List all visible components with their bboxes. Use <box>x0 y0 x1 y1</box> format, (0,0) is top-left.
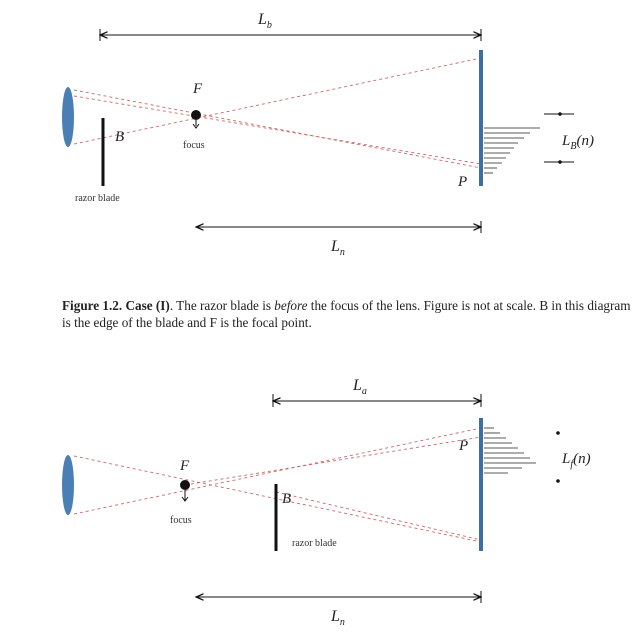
label-b: B <box>115 129 125 145</box>
focus-label: focus <box>183 140 205 151</box>
lens <box>62 87 74 147</box>
figure-2 <box>62 377 591 628</box>
caption-text-1: . The razor blade is <box>169 298 275 313</box>
caption-prefix: Figure 1.2. Case (I) <box>62 298 170 313</box>
label-f-2: F <box>180 458 190 474</box>
label-p-2: P <box>459 438 469 454</box>
label-f: F <box>193 81 203 97</box>
fringe-pattern <box>484 128 540 173</box>
label-lb-n: $L_B(n)$ <box>562 133 594 152</box>
label-p: P <box>458 174 468 190</box>
label-lf-n: $L_f(n)$ <box>562 451 591 470</box>
fringe-pattern-2 <box>484 428 536 473</box>
caption-emphasis: before <box>274 298 308 313</box>
label-b-2: B <box>282 491 292 507</box>
figure-1 <box>62 11 594 258</box>
blade-label-2: razor blade <box>292 538 337 549</box>
label-ln-2: $L_n$ <box>331 608 345 628</box>
focus-label-2: focus <box>170 515 192 526</box>
label-la: $L_a$ <box>353 377 367 397</box>
lens-2 <box>62 455 74 515</box>
rays <box>74 58 481 168</box>
label-ln: $L_n$ <box>331 238 345 258</box>
caption-text-2: the focus of the lens. Figure is not at scale. B in this diagram is the edge of the blade and F is the focal point. <box>62 298 631 330</box>
blade-label: razor blade <box>75 193 120 204</box>
figure-caption <box>62 297 637 331</box>
focus-point <box>191 110 201 120</box>
label-lb: $L_b$ <box>258 11 272 31</box>
focus-point-2 <box>180 480 190 490</box>
